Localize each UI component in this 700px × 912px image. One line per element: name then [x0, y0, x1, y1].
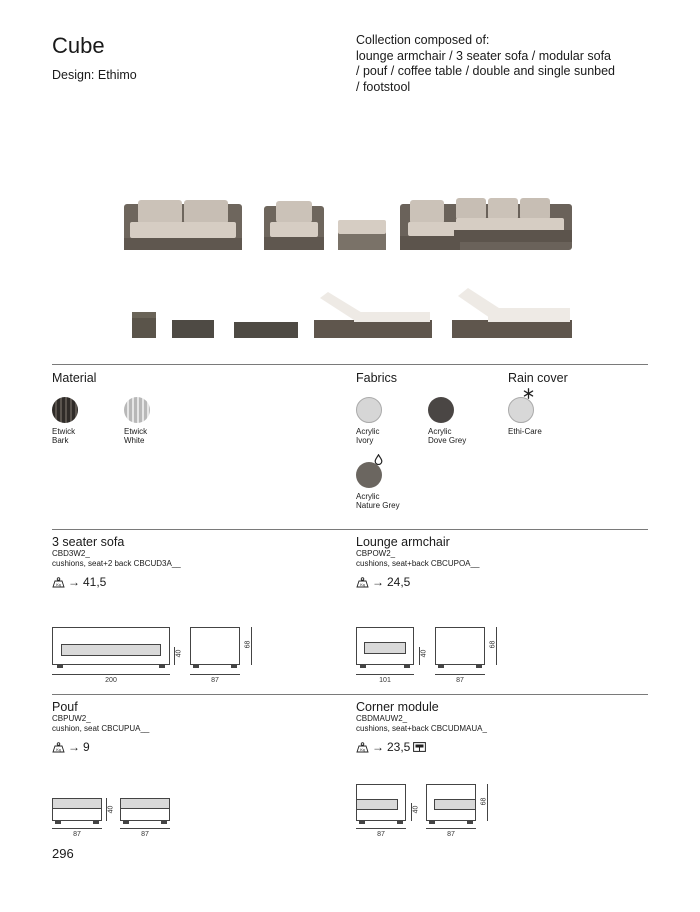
double-sunbed-image: [452, 288, 572, 338]
dim-depth: 87: [141, 831, 149, 838]
arrow-icon: →: [372, 575, 384, 589]
rain-cover-swatch: [508, 397, 542, 436]
dim-line: [426, 828, 476, 829]
product-spec-armchair: [356, 535, 646, 589]
dim-height: 68: [244, 640, 252, 649]
dim-line: [356, 828, 406, 829]
svg-text:Kg: Kg: [360, 582, 365, 587]
swatch-label: [52, 427, 78, 445]
product-spec-corner-module: [356, 700, 646, 754]
collection-line: / pouf / coffee table / double and single sunbed: [356, 64, 615, 78]
svg-text:Kg: Kg: [56, 582, 61, 587]
pouf-front-drawing: [52, 798, 102, 821]
product-code: CBD3W2_: [52, 549, 90, 558]
single-sunbed-image: [314, 292, 432, 338]
modular-icon: [413, 742, 426, 752]
rain-cover-heading: Rain cover: [508, 371, 568, 385]
product-name: Pouf: [52, 700, 78, 714]
pouf-image: [338, 220, 386, 250]
dim-line: [190, 674, 240, 675]
swatch-circle: [428, 397, 454, 423]
swatch-label-line: Dove Grey: [428, 436, 467, 445]
dim-line: [120, 828, 170, 829]
armchair-front-drawing: [356, 627, 414, 665]
swatch-label-line: Acrylic: [428, 427, 452, 436]
product-code: CBPOW2_: [356, 549, 396, 558]
collection-line: lounge armchair / 3 seater sofa / modular sofa: [356, 48, 611, 63]
dim-line: [52, 828, 102, 829]
dim-seat-height: 40: [420, 649, 428, 658]
dim-height: 68: [480, 797, 488, 806]
collection-line: / footstool: [356, 79, 411, 94]
dim-width: 200: [105, 677, 117, 684]
swatch-label: [356, 427, 382, 445]
weight-icon: [356, 577, 369, 588]
section-divider: [52, 529, 648, 530]
product-cushions: cushion, seat CBCUPUA__: [52, 723, 150, 733]
fabric-swatch-nature-grey: [356, 462, 400, 510]
swatch-label: [356, 492, 400, 510]
dim-width: 101: [379, 677, 391, 684]
weight-value: 41,5: [83, 575, 107, 589]
product-weight: [52, 740, 342, 754]
collection-description: [356, 33, 656, 95]
arrow-icon: →: [68, 575, 80, 589]
dim-line: [52, 674, 170, 675]
product-cushions: cushions, seat+2 back CBCUD3A__: [52, 558, 181, 568]
product-weight: [356, 575, 646, 589]
product-name: 3 seater sofa: [52, 535, 125, 549]
dim-line: [435, 674, 485, 675]
dim-width: 87: [73, 831, 81, 838]
product-code: CBDMAUW2_: [356, 714, 408, 723]
weight-icon: [52, 742, 65, 753]
armchair-side-drawing: [435, 627, 485, 665]
fabric-swatch-ivory: [356, 397, 382, 445]
swatch-label: Ethi-Care: [508, 427, 542, 436]
fabrics-heading: Fabrics: [356, 371, 397, 385]
sofa-side-drawing: [190, 627, 240, 665]
fabric-swatch-dove-grey: [428, 397, 466, 445]
corner-module-side-drawing: [426, 784, 476, 821]
page-title: Cube: [52, 33, 105, 58]
dim-depth: 87: [211, 677, 219, 684]
dim-seat-height: 40: [412, 805, 420, 814]
product-code: CBPUW2_: [52, 714, 91, 723]
dim-line: [356, 674, 414, 675]
weight-value: 24,5: [387, 575, 411, 589]
coffee-table-small-image: [172, 320, 214, 338]
collection-line: Collection composed of:: [356, 33, 490, 47]
swatch-label-line: Nature Grey: [356, 501, 400, 510]
svg-text:Kg: Kg: [56, 747, 61, 752]
swatch-label-line: Acrylic: [356, 492, 380, 501]
armchair-image: [264, 201, 324, 250]
product-spec-sofa: [52, 535, 342, 589]
modular-sofa-image: [400, 198, 572, 250]
dim-depth: 87: [456, 677, 464, 684]
arrow-icon: →: [68, 740, 80, 754]
dim-depth: 87: [447, 831, 455, 838]
page-number: 296: [52, 846, 74, 861]
weight-value: 9: [83, 740, 90, 754]
collection-product-images: [118, 192, 578, 342]
swatch-circle: [356, 462, 382, 488]
swatch-label-line: Etwick: [52, 427, 76, 436]
material-heading: Material: [52, 371, 97, 385]
product-weight: [52, 575, 342, 589]
swatch-circle: [508, 397, 534, 423]
dim-seat-height: 40: [175, 649, 183, 658]
dim-seat-height: 40: [107, 805, 115, 814]
weight-icon: [356, 742, 369, 753]
dim-width: 87: [377, 831, 385, 838]
weight-icon: [52, 577, 65, 588]
pouf-side-drawing: [120, 798, 170, 821]
swatch-label: [428, 427, 466, 445]
dim-height: 68: [489, 640, 497, 649]
swatch-label: [124, 427, 150, 445]
product-cushions: cushions, seat+back CBCUPOA__: [356, 558, 480, 568]
swatch-circle: [52, 397, 78, 423]
section-divider: [52, 694, 648, 695]
material-swatch-white: [124, 397, 150, 445]
swatch-circle: [356, 397, 382, 423]
svg-text:Kg: Kg: [360, 747, 365, 752]
corner-module-front-drawing: [356, 784, 406, 821]
coffee-table-large-image: [234, 322, 298, 338]
swatch-label-line: Ivory: [356, 436, 374, 445]
swatch-label-line: White: [124, 436, 145, 445]
material-swatch-bark: [52, 397, 78, 445]
product-spec-pouf: [52, 700, 342, 754]
sofa-front-drawing: [52, 627, 170, 665]
product-cushions: cushions, seat+back CBCUDMAUA_: [356, 723, 487, 733]
sofa-image: [124, 200, 242, 250]
swatch-label-line: Bark: [52, 436, 69, 445]
product-name: Lounge armchair: [356, 535, 450, 549]
weight-value: 23,5: [387, 740, 411, 754]
swatch-label-line: Acrylic: [356, 427, 380, 436]
section-divider: [52, 364, 648, 365]
swatch-label-line: Etwick: [124, 427, 148, 436]
product-weight: [356, 740, 646, 754]
designer-credit: Design: Ethimo: [52, 68, 137, 82]
arrow-icon: →: [372, 740, 384, 754]
product-name: Corner module: [356, 700, 439, 714]
swatch-circle: [124, 397, 150, 423]
footstool-image: [132, 312, 156, 338]
